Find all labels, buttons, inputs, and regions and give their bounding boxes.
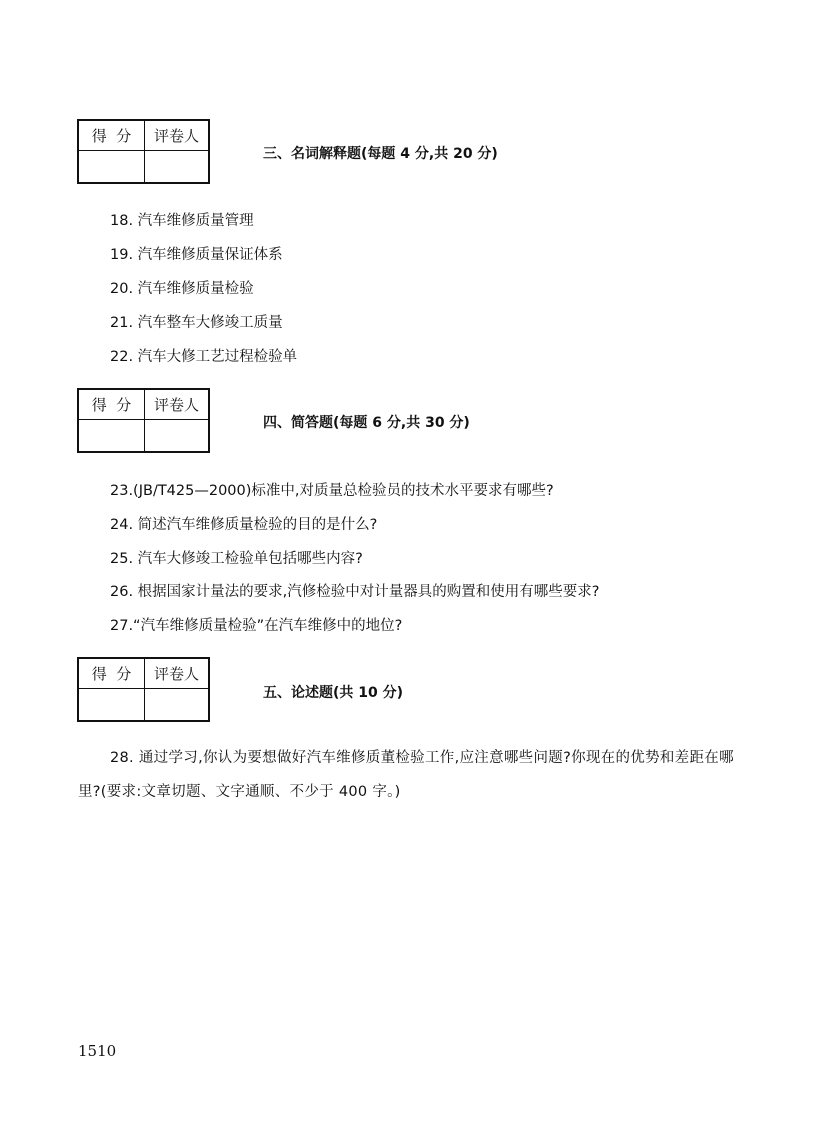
question: 22. 汽车大修工艺过程检验单 xyxy=(110,349,298,365)
grader-label: 评卷人 xyxy=(145,390,208,420)
score-box xyxy=(77,657,210,722)
grader-label: 评卷人 xyxy=(145,659,208,689)
grader-label: 评卷人 xyxy=(145,121,208,151)
grader-cell[interactable] xyxy=(145,420,208,451)
question: 20. 汽车维修质量检验 xyxy=(110,281,254,297)
score-cell[interactable] xyxy=(79,689,145,720)
score-cell[interactable] xyxy=(79,151,145,182)
essay-question: 28. 通过学习,你认为要想做好汽车维修质董检验工作,应注意哪些问题?你现在的优势和差距在哪里?(要求:文章切题、文字通顺、不少于 400 字。) xyxy=(78,750,734,800)
score-label: 得 分 xyxy=(79,659,145,689)
question: 23.(JB/T425—2000)标准中,对质量总检验员的技术水平要求有哪些? xyxy=(110,483,554,499)
grader-cell[interactable] xyxy=(145,689,208,720)
question: 25. 汽车大修竣工检验单包括哪些内容? xyxy=(110,551,363,567)
question: 18. 汽车维修质量管理 xyxy=(110,213,254,229)
score-box xyxy=(77,119,210,184)
question: 27.“汽车维修质量检验”在汽车维修中的地位? xyxy=(110,618,403,634)
score-cell[interactable] xyxy=(79,420,145,451)
page-number: 1510 xyxy=(78,1042,117,1060)
score-label: 得 分 xyxy=(79,121,145,151)
section-title: 三、名词解释题(每题 4 分,共 20 分) xyxy=(263,146,498,162)
section-title: 四、简答题(每题 6 分,共 30 分) xyxy=(263,415,470,431)
score-label: 得 分 xyxy=(79,390,145,420)
question: 19. 汽车维修质量保证体系 xyxy=(110,247,283,263)
grader-cell[interactable] xyxy=(145,151,208,182)
score-box xyxy=(77,388,210,453)
section-title: 五、论述题(共 10 分) xyxy=(263,685,404,701)
question: 24. 简述汽车维修质量检验的目的是什么? xyxy=(110,517,378,533)
question: 26. 根据国家计量法的要求,汽修检验中对计量器具的购置和使用有哪些要求? xyxy=(110,584,600,600)
question: 21. 汽车整车大修竣工质量 xyxy=(110,315,283,331)
